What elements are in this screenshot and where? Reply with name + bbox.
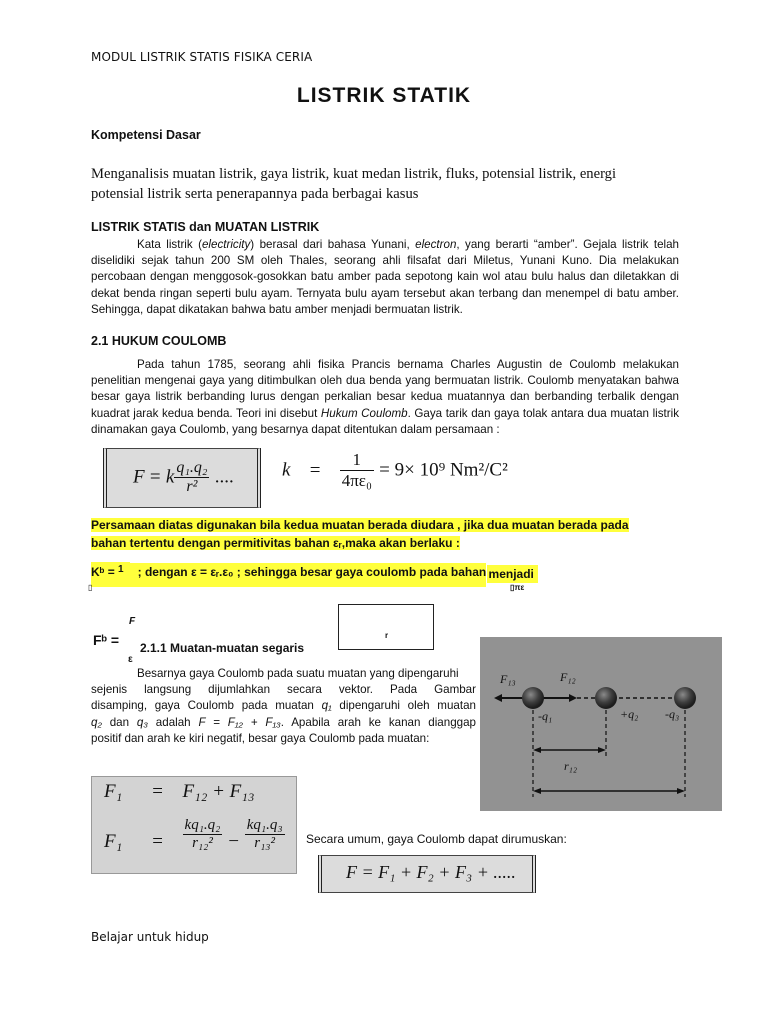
permittivity-line [91,562,538,587]
label-f12: F₁₂ [560,670,576,684]
f12-arrowhead [569,694,577,702]
coulomb-constant-equation [282,450,508,491]
eq-minus: − [227,830,240,852]
label-q2: +q₂ [620,707,639,721]
text: ) berasal dari bahasa Yunani, [250,238,416,251]
glyph-mark-left: ▯ [88,583,93,592]
label-r12: r₁₂ [564,759,578,773]
r-box [338,604,434,650]
eq-denominator: 4πε₀ [341,471,372,490]
general-equation-box [318,855,536,893]
fb-equation [91,612,143,670]
kb-text: Kᵇ = [91,565,115,579]
eq-fraction-2 [245,817,285,852]
permittivity-text: ; dengan ε = εᵣ.ε₀ ; sehingga besar gaya coulomb pada bahan [130,563,487,587]
eq-fraction-1 [183,817,223,852]
eq-denominator: r₁₂² [192,835,213,851]
segaris-line-3 [91,698,476,714]
eq-k: k [165,466,175,488]
eq-equals: = [149,466,161,488]
fb-label: Fᵇ = [93,632,120,648]
eq-numerator: kq₁.q₃ [246,817,283,833]
eq-rhs: F₁₂ + F₁₃ [182,781,255,802]
text: . Apabila arah ke kanan dianggap [280,715,476,729]
eq-fraction [174,459,209,496]
text-italic: q₃ [136,715,148,729]
segaris-line-4 [91,715,476,731]
section-paragraph-listrik-statis [91,237,679,318]
label-q3: -q₃ [665,707,680,721]
text: dipengaruhi oleh muatan [331,699,476,713]
segaris-line-2: sejenis langsung dijumlahkan secara vektor. Pada Gambar [91,683,476,697]
eq-lhs: F [133,466,145,488]
text-italic: F = F₁₂ + F₁₃ [198,715,281,729]
r13-arrowhead-left [533,788,541,794]
section-heading-listrik-statis: LISTRIK STATIS dan MUATAN LISTRIK [91,220,320,234]
coulomb-equation-box [103,448,261,508]
eq-equals: = [309,459,321,481]
glyph-mark-right: ▯πε [510,583,525,592]
f13-arrowhead [494,694,502,702]
charges-diagram [480,637,722,811]
r12-arrowhead-right [598,747,606,753]
text-italic: electricity [201,238,251,251]
eq-equals: = [150,781,164,802]
highlight-line-2: bahan tertentu dengan permitivitas bahan εᵣ,maka akan berlaku : [91,536,460,550]
text: . Gaya tarik dan gaya tolak antara dua muatan listrik dinamakan gaya Coulomb, yang besarnya dapat ditentukan dalam persamaan : [91,406,679,436]
r-label: r [385,631,389,640]
running-footer: Belajar untuk hidup [91,930,209,944]
general-equation: F = F₁ + F₂ + F₃ + ..... [346,862,516,882]
eq-denominator: r² [186,478,198,495]
kb-label [91,562,130,587]
eq-lhs: F₁ [104,781,123,802]
general-formula-text: Secara umum, gaya Coulomb dapat dirumuskan: [306,832,567,846]
text: dan [101,715,137,729]
text: disamping, gaya Coulomb pada muatan [91,699,322,713]
eq-k: k [282,459,291,481]
label-q1: -q₁ [538,709,553,723]
highlight-line-1: Persamaan diatas digunakan bila kedua muatan berada diudara , jika dua muatan berada pada [91,518,629,532]
text-italic: electron [415,238,457,251]
text-italic: Hukum Coulomb [320,406,408,420]
eq-equals: = [150,830,164,852]
text: Pada tahun 1785, seorang ahli fisika Prancis bernama Charles Augustin de Coulomb melakukan penelitian mengenai gaya yang ditimbulkan oleh dua benda yang bermuatan listrik. Coulomb menyatakan bahwa besar gaya listrik berbanding lurus dengan perkalian besar kedua muatannya dan berbanding terbalik dengan kuadrat jarak kedua benda. Teori ini disebut [91,358,679,420]
eq-denominator: r₁₃² [254,835,276,851]
eq-lhs: F₁ [104,830,123,852]
segaris-paragraph [91,666,476,747]
section-paragraph-hukum-coulomb [91,357,679,438]
kb-numerator: 1 [118,564,124,575]
eq-numerator: kq₁.q₂ [184,817,221,833]
text-italic: q₁ [321,699,332,713]
charges-diagram-svg [480,637,722,811]
subsection-heading-muatan-segaris: 2.1.1 Muatan-muatan segaris [140,641,305,655]
fb-bottom: ε [128,654,133,665]
segaris-line-5: positif dan arah ke kiri negatif, besar gaya Coulomb pada muatan: [91,731,430,745]
charge-q2 [595,687,617,709]
label-f13: F₁₃ [500,672,516,686]
charge-q1 [522,687,544,709]
text: Kata listrik ( [137,238,202,251]
text-italic: q₂ [91,715,102,729]
eq-numerator: q₁.q₂ [176,459,208,476]
text: , yang berarti “amber”. Gejala listrik telah diselidiki sejak tahun 200 SM oleh Thales, seorang ahli filsafat dari Miletus, Yunani Kuno. Dia melakukan percobaan dengan menggosok-gosokkan batu amber pada sepotong kain wol atau bulu halus dan diletakkan di dekat benda ringan seperti bulu ayam. Ternyata bulu ayam tersebut akan terbang dan menempel di batu amber. Sehingga, dapat dikatakan bahwa batu amber menjadi bermuatan listrik. [91,238,679,316]
segaris-line-1: Besarnya gaya Coulomb pada suatu muatan yang dipengaruhi [137,667,459,680]
eq-dots: .... [214,466,234,488]
kompetensi-line-2: potensial listrik serta penerapannya pada berbagai kasus [91,186,419,202]
highlight-block [91,516,629,552]
superposition-equation-box [91,776,297,874]
eq-numerator: 1 [340,450,374,471]
coulomb-equation [133,459,234,496]
running-header: MODUL LISTRIK STATIS FISIKA CERIA [91,50,313,64]
kompetensi-text [91,164,651,204]
r12-arrowhead-left [533,747,541,753]
eq-rhs: = 9× 10⁹ Nm²/C² [379,459,508,481]
r13-arrowhead-right [677,788,685,794]
fb-top: F [129,616,136,627]
menjadi-text: menjadi [487,565,538,583]
superposition-line-1 [104,781,255,803]
eq-fraction [340,450,374,491]
charge-q3 [674,687,696,709]
kompetensi-line-1: Menganalisis muatan listrik, gaya listrik, kuat medan listrik, fluks, potensial listrik, energi [91,166,617,182]
page-title: LISTRIK STATIK [296,84,472,107]
kompetensi-heading: Kompetensi Dasar [91,128,201,142]
section-heading-hukum-coulomb: 2.1 HUKUM COULOMB [91,334,227,348]
superposition-line-2 [104,817,285,852]
text: adalah [147,715,199,729]
